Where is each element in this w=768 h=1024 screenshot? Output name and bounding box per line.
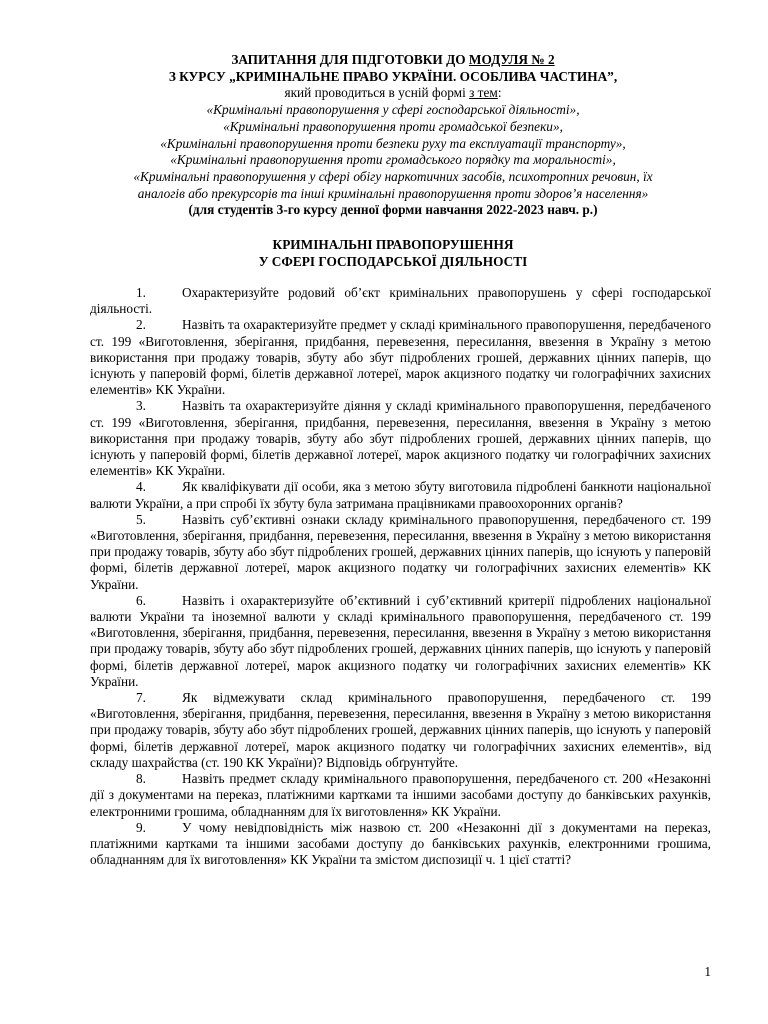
question-number: 4. <box>136 479 146 495</box>
question-text: Назвіть предмет складу кримінального правопорушення, передбаченого ст. 200 «Незаконні дії з документами на переказ, платіжними картками та іншими засобами доступу до банківських рахунків, електронними грошима, обладнанням для їх виготовлення» КК України. <box>90 771 711 819</box>
section-title-line: КРИМІНАЛЬНІ ПРАВОПОРУШЕННЯ <box>272 237 514 252</box>
question-list <box>90 285 711 868</box>
page-number: 1 <box>704 964 711 979</box>
module-number: МОДУЛЯ № 2 <box>468 52 555 67</box>
section-title-line: У СФЕРІ ГОСПОДАРСЬКОЇ ДІЯЛЬНОСТІ <box>258 254 528 269</box>
header-colon: : <box>497 85 502 101</box>
question-text: Назвіть та охарактеризуйте діяння у складі кримінального правопорушення, передбаченого ст. 199 «Виготовлення, зберігання, придбання, перевезення, пересилання, ввезення в Україну з метою використання при продажу товарів, збуту або збут підроблених грошей, державних цінних паперів, що існують у паперовій формі, білетів державної лотереї, марок акцизного податку чи голографічних захисних елементів» КК України. <box>90 398 711 479</box>
list-item <box>90 479 711 511</box>
list-item <box>90 593 711 690</box>
theme-line: «Кримінальні правопорушення проти громадського порядку та моральності», <box>170 152 616 168</box>
question-number: 9. <box>136 819 146 835</box>
header-title-text: ЗАПИТАННЯ ДЛЯ ПІДГОТОВКИ ДО <box>231 52 469 67</box>
header-form-text: який проводиться в усній формі <box>284 85 470 101</box>
list-item <box>90 820 711 869</box>
question-number: 8. <box>136 771 146 787</box>
question-text: Назвіть та охарактеризуйте предмет у складі кримінального правопорушення, передбаченого ст. 199 «Виготовлення, зберігання, придбання, перевезення, пересилання, ввезення в Україну з метою використання при продажу товарів, збуту або збут підроблених грошей, державних цінних паперів, що існують у паперовій формі, білетів державної лотереї, марок акцизного податку чи голографічних захисних елементів» КК України. <box>90 317 711 398</box>
document-header <box>70 52 716 219</box>
question-text: Охарактеризуйте родовий об’єкт кримінальних правопорушень у сфері господарської діяльності. <box>90 285 711 317</box>
question-number: 3. <box>136 398 146 414</box>
theme-line: аналогів або прекурсорів та інші кримінальні правопорушення проти здоров’я населення» <box>137 185 649 201</box>
theme-line: «Кримінальні правопорушення у сфері господарської діяльності», <box>206 102 580 118</box>
section-title <box>70 236 716 270</box>
list-item <box>90 317 711 398</box>
theme-line: «Кримінальні правопорушення у сфері обігу наркотичних засобів, психотропних речовин, їх <box>133 168 653 184</box>
header-title-line <box>70 52 716 69</box>
theme-line: «Кримінальні правопорушення проти безпеки руху та експлуатації транспорту», <box>160 135 626 151</box>
question-text: Як кваліфікувати дії особи, яка з метою збуту виготовила підроблені банкноти національної валюти України, а при спробі їх збуту була затримана працівниками правоохоронних органів? <box>90 479 711 511</box>
question-text: У чому невідповідність між назвою ст. 200 «Незаконні дії з документами на переказ, платіжними картками та іншими засобами доступу до банківських рахунків, електронними грошима, обладнанням для їх виготовлення» КК України та змістом диспозиції ч. 1 цієї статті? <box>90 819 711 868</box>
question-number: 5. <box>136 511 146 527</box>
list-item <box>90 771 711 820</box>
list-item <box>90 512 711 593</box>
question-number: 7. <box>136 690 146 706</box>
theme-line: «Кримінальні правопорушення проти громадської безпеки», <box>223 118 563 134</box>
list-item <box>90 285 711 317</box>
question-text: Назвіть суб’єктивні ознаки складу кримінального правопорушення, передбаченого ст. 199 «Виготовлення, зберігання, придбання, перевезення, пересилання, ввезення в Україну з метою використання при продажу товарів, збуту або збут підроблених грошей, державних цінних паперів, що існують у паперовій формі, білетів державної лотереї, марок акцизного податку чи голографічних захисних елементів» КК України. <box>90 511 711 592</box>
question-text: Як відмежувати склад кримінального правопорушення, передбаченого ст. 199 «Виготовлення, зберігання, придбання, перевезення, пересилання, ввезення в Україну з метою використання при продажу товарів, збуту або збут підроблених грошей, державних цінних паперів, що існують у паперовій формі, білетів державної лотереї, марок акцизного податку чи голографічних захисних елементів», від складу шахрайства (ст. 190 КК України)? Відповідь обґрунтуйте. <box>90 690 711 770</box>
audience-line: (для студентів 3-го курсу денної форми навчання 2022-2023 навч. р.) <box>188 202 598 218</box>
list-item <box>90 398 711 479</box>
question-number: 6. <box>136 592 146 608</box>
list-item <box>90 690 711 771</box>
header-topics-word: з тем <box>469 85 498 101</box>
header-form-line <box>70 85 716 102</box>
header-course-line: З КУРСУ „КРИМІНАЛЬНЕ ПРАВО УКРАЇНИ. ОСОБЛИВА ЧАСТИНА”, <box>168 68 618 84</box>
question-number: 1. <box>136 285 146 300</box>
question-number: 2. <box>136 317 146 333</box>
question-text: Назвіть і охарактеризуйте об’єктивний і суб’єктивний критерії підроблених національної валюти України та іноземної валюти у складі кримінального правопорушення, передбаченого ст. 199 «Виготовлення, зберігання, придбання, перевезення, пересилання, ввезення в Україну з метою використання при продажу товарів, збуту або збут підроблених грошей, державних цінних паперів, що існують у паперовій формі, білетів державної лотереї, марок акцизного податку чи голографічних захисних елементів» КК України. <box>90 592 711 689</box>
